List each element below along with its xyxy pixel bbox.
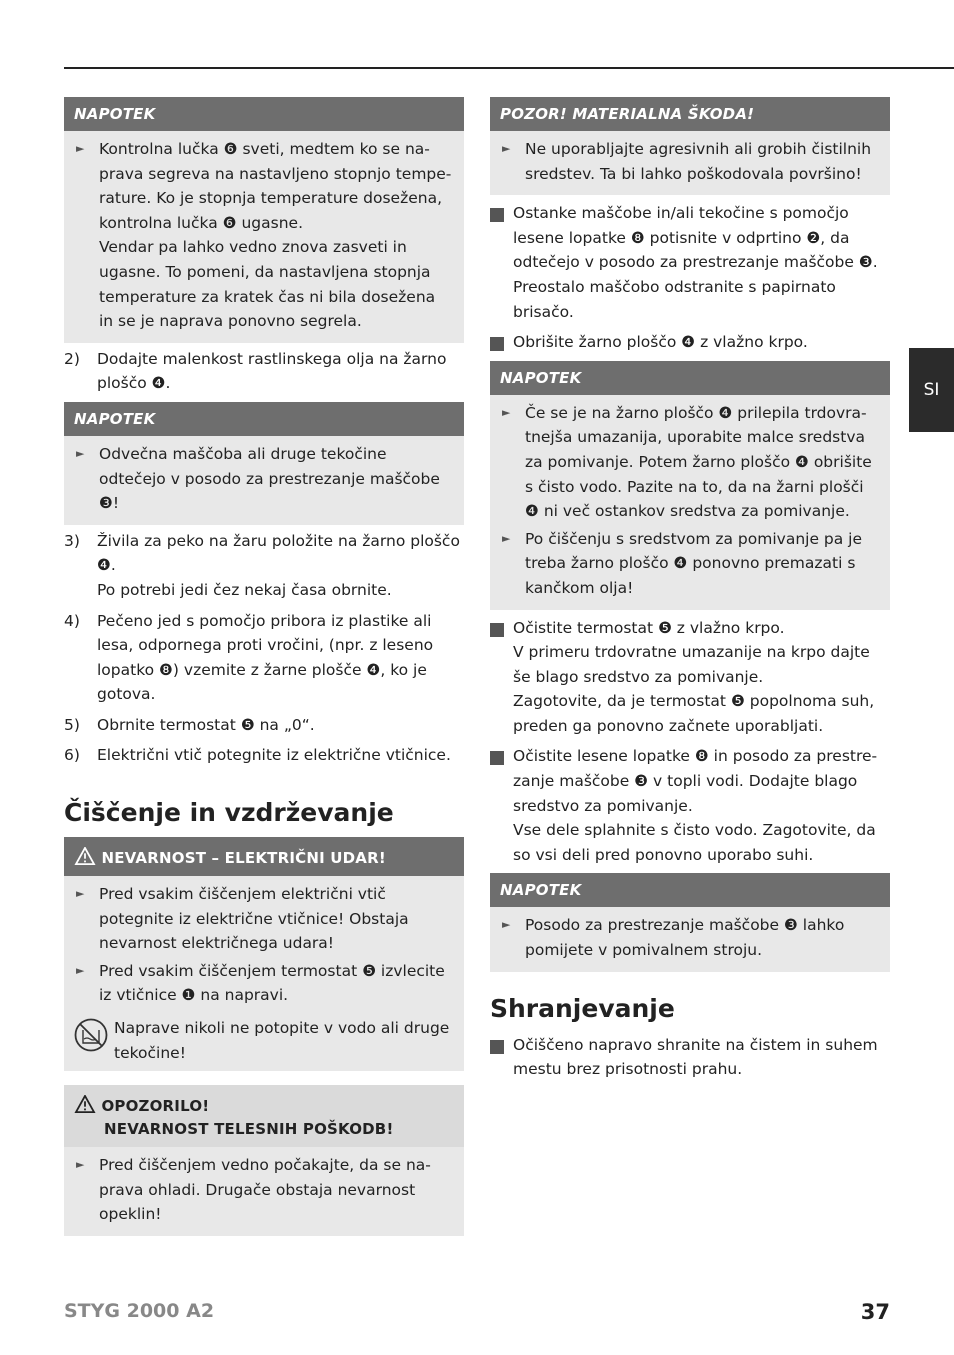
- warning-triangle-icon: [74, 847, 96, 865]
- step-number: 6): [64, 746, 80, 765]
- right-column: [490, 97, 890, 1088]
- bullet-text: V primeru trdovratne umazanije na krpo dajte še blago sredstvo za pomivanje.: [513, 643, 870, 686]
- warning-triangle-icon: [74, 1095, 96, 1113]
- immerse-warning: [74, 1016, 454, 1065]
- bullet-text: Očiščeno napravo shranite na čistem in suhem mestu brez prisotnosti prahu.: [513, 1035, 878, 1079]
- note-text: Posodo za prestrezanje maščobe ❸ lahko pomijete v pomivalnem stroju.: [525, 916, 845, 960]
- language-tab-label: SI: [923, 380, 940, 400]
- danger-text: Pred vsakim čiščenjem termostat ❺ izvlecite iz vtičnice ❶ na napravi.: [99, 961, 445, 1005]
- note-text: Po čiščenju s sredstvom za pomivanje pa je treba žarno ploščo ❹ ponovno premazati s kančkom olja!: [525, 529, 863, 597]
- step-text: Obrnite termostat ❺ na „0“.: [97, 715, 315, 734]
- note-box: [490, 361, 890, 610]
- step-item: [64, 529, 464, 603]
- step-item: [64, 743, 464, 768]
- warning-box: [64, 1085, 464, 1236]
- section-heading: Shranjevanje: [490, 993, 675, 1023]
- caution-text: Ne uporabljajte agresivnih ali grobih čistilnih sredstev. Ta bi lahko poškodovala površino!: [525, 140, 872, 183]
- danger-box: [64, 837, 464, 1071]
- caution-title: POZOR! MATERIALNA ŠKODA!: [490, 97, 890, 131]
- step-number: 3): [64, 531, 80, 550]
- step-text: Pečeno jed s pomočjo pribora iz plastike ali lesa, odpornega proti vročini, (npr. z leseno lopatko ❽) vzemite z žarne plošče ❹, ko je gotova.: [97, 611, 434, 704]
- bullet-square-icon: [490, 208, 504, 222]
- note-text: Vendar pa lahko vedno znova zasveti in ugasne. To pomeni, da nastavljena stopnja temperature za kratek čas ni bila dosežena in se je naprava ponovno segrela.: [99, 238, 436, 331]
- step-item: [64, 713, 464, 738]
- bullet-item: [490, 330, 890, 355]
- step-number: 5): [64, 715, 80, 734]
- left-column: [64, 97, 464, 1236]
- danger-text: Pred vsakim čiščenjem električni vtič potegnite iz električne vtičnice! Obstaja nevarnost električnega udara!: [99, 885, 409, 953]
- warning-title-text: OPOZORILO!: [101, 1097, 210, 1116]
- section-heading: Čiščenje in vzdrževanje: [64, 798, 394, 828]
- caution-box: [490, 97, 890, 195]
- step-item: [64, 609, 464, 707]
- top-rule: [64, 67, 954, 69]
- step-item: [64, 347, 464, 396]
- page-number: 37: [860, 1300, 890, 1324]
- step-number: 4): [64, 611, 80, 630]
- bullet-text: Vse dele splahnite s čisto vodo. Zagotovite, da so vsi deli pred ponovno uporabo suhi.: [513, 821, 876, 864]
- bullet-item: [490, 744, 890, 867]
- step-text: Po potrebi jedi čez nekaj časa obrnite.: [97, 580, 392, 599]
- warning-text: Pred čiščenjem vedno počakajte, da se na- prava ohladi. Drugače obstaja nevarnost opeklin!: [99, 1156, 431, 1224]
- note-text: Če se je na žarno ploščo ❹ prilepila trdovra- tnejša umazanija, uporabite malce sredstva za pomivanje. Potem žarno ploščo ❹ obrišite s čisto vodo. Pazite na to, da na žarni plošči ❹ ni več ostankov sredstva za pomivanje.: [525, 403, 872, 521]
- bullet-text: Obrišite žarno ploščo ❹ z vlažno krpo.: [513, 333, 808, 352]
- note-item: [500, 913, 880, 962]
- note-box: [64, 97, 464, 343]
- bullet-text: Očistite termostat ❺ z vlažno krpo.: [513, 618, 785, 637]
- bullet-square-icon: [490, 751, 504, 765]
- note-box: [490, 873, 890, 971]
- note-title: NAPOTEK: [64, 402, 464, 436]
- bullet-text: Ostanke maščobe in/ali tekočine s pomočjo lesene lopatke ❽ potisnite v odprtino ❷, da odtečejo v posodo za prestrezanje maščobe ❸. Preostalo maščobo odstranite s papirnato brisačo.: [513, 204, 878, 321]
- step-text: Dodajte malenkost rastlinskega olja na žarno ploščo ❹.: [97, 349, 447, 393]
- danger-item: [74, 882, 454, 956]
- step-text: Električni vtič potegnite iz električne vtičnice.: [97, 746, 451, 765]
- warning-item: [74, 1153, 454, 1227]
- note-title: NAPOTEK: [490, 361, 890, 395]
- note-text: Odvečna maščoba ali druge tekočine odtečejo v posodo za prestrezanje maščobe ❸!: [99, 444, 440, 513]
- note-title: NAPOTEK: [64, 97, 464, 131]
- language-tab: [909, 348, 954, 432]
- bullet-square-icon: [490, 337, 504, 351]
- warning-subtitle-text: NEVARNOST TELESNIH POŠKODB!: [104, 1120, 394, 1139]
- note-title: NAPOTEK: [490, 873, 890, 907]
- warning-title: [64, 1085, 464, 1147]
- bullet-item: [490, 616, 890, 739]
- note-text: Kontrolna lučka ❻ sveti, medtem ko se na- prava segreva na nastavljeno stopnjo tempe- rature. Ko je stopnja temperature dosežena, kontrolna lučka ❻ ugasne.: [99, 140, 452, 232]
- danger-title-text: NEVARNOST – ELEKTRIČNI UDAR!: [101, 849, 386, 868]
- bullet-text: Zagotovite, da je termostat ❺ popolnoma suh, preden ga ponovno začnete uporabljati.: [513, 692, 875, 735]
- note-item: [74, 442, 454, 516]
- bullet-square-icon: [490, 623, 504, 637]
- note-box: [64, 402, 464, 525]
- bullet-square-icon: [490, 1040, 504, 1054]
- note-item: [500, 527, 880, 601]
- danger-title: [64, 837, 464, 876]
- step-number: 2): [64, 349, 80, 368]
- caution-item: [500, 137, 880, 186]
- immerse-text: Naprave nikoli ne potopite v vodo ali druge tekočine!: [114, 1019, 450, 1062]
- do-not-immerse-icon: [74, 1018, 108, 1052]
- note-item: [74, 137, 454, 334]
- step-text: Živila za peko na žaru položite na žarno ploščo ❹.: [97, 531, 460, 575]
- bullet-item: [490, 201, 890, 324]
- bullet-item: [490, 1033, 890, 1082]
- model-number: STYG 2000 A2: [64, 1300, 215, 1322]
- danger-item: [74, 959, 454, 1008]
- note-item: [500, 401, 880, 524]
- bullet-text: Očistite lesene lopatke ❽ in posodo za prestre- zanje maščobe ❸ v topli vodi. Dodajte blago sredstvo za pomivanje.: [513, 747, 878, 815]
